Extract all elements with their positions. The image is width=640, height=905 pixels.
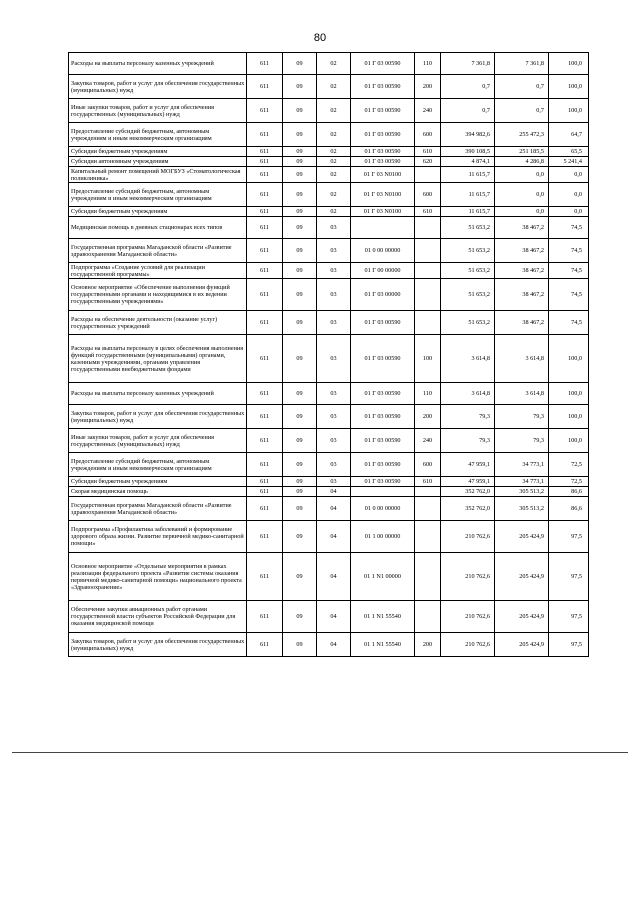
plan-amount-cell: 210 762,6: [441, 601, 495, 633]
section-code-cell: 09: [283, 99, 317, 123]
actual-amount-cell: 205 424,9: [495, 601, 549, 633]
table-row: [69, 453, 589, 477]
percent-cell: 74,5: [549, 263, 589, 279]
target-article-cell: 01 Г 03 00590: [351, 429, 415, 453]
ved-code-cell: 611: [247, 147, 283, 157]
section-code-cell: 09: [283, 147, 317, 157]
actual-amount-cell: 3 614,8: [495, 335, 549, 383]
row-name-cell: Основное мероприятие «Обеспечение выполнения функций государственными органами и находящимися в их ведении государственными учреждениями»: [69, 279, 247, 311]
percent-cell: 74,5: [549, 311, 589, 335]
table-row: [69, 487, 589, 497]
section-code-cell: 09: [283, 263, 317, 279]
plan-amount-cell: 352 762,0: [441, 497, 495, 521]
ved-code-cell: 611: [247, 75, 283, 99]
percent-cell: 64,7: [549, 123, 589, 147]
table-row: [69, 383, 589, 405]
target-article-cell: 01 Г 03 00590: [351, 123, 415, 147]
ved-code-cell: 611: [247, 311, 283, 335]
table-row: [69, 405, 589, 429]
section-code-cell: 09: [283, 123, 317, 147]
footer-rule: [12, 752, 628, 753]
table-row: [69, 521, 589, 553]
actual-amount-cell: 0,7: [495, 75, 549, 99]
expense-type-cell: [415, 487, 441, 497]
subsection-code-cell: 03: [317, 453, 351, 477]
section-code-cell: 09: [283, 429, 317, 453]
expense-type-cell: 610: [415, 147, 441, 157]
target-article-cell: 01 0 00 00000: [351, 239, 415, 263]
ved-code-cell: 611: [247, 633, 283, 657]
target-article-cell: 01 Г 03 00590: [351, 383, 415, 405]
plan-amount-cell: 7 361,8: [441, 53, 495, 75]
expense-type-cell: 200: [415, 405, 441, 429]
percent-cell: 74,5: [549, 279, 589, 311]
actual-amount-cell: 38 467,2: [495, 279, 549, 311]
row-name-cell: Расходы на обеспечение деятельности (оказание услуг) государственных учреждений: [69, 311, 247, 335]
section-code-cell: 09: [283, 75, 317, 99]
actual-amount-cell: 38 467,2: [495, 217, 549, 239]
target-article-cell: [351, 217, 415, 239]
actual-amount-cell: 205 424,9: [495, 553, 549, 601]
percent-cell: 100,0: [549, 383, 589, 405]
percent-cell: 100,0: [549, 429, 589, 453]
ved-code-cell: 611: [247, 601, 283, 633]
expense-type-cell: 240: [415, 429, 441, 453]
plan-amount-cell: 79,3: [441, 405, 495, 429]
ved-code-cell: 611: [247, 405, 283, 429]
actual-amount-cell: 205 424,9: [495, 521, 549, 553]
row-name-cell: Субсидии бюджетным учреждениям: [69, 477, 247, 487]
section-code-cell: 09: [283, 311, 317, 335]
actual-amount-cell: 34 773,1: [495, 477, 549, 487]
plan-amount-cell: 11 615,7: [441, 183, 495, 207]
table-body: [69, 53, 589, 657]
table-row: [69, 477, 589, 487]
row-name-cell: Закупка товаров, работ и услуг для обеспечения государственных (муниципальных) нужд: [69, 405, 247, 429]
table-row: [69, 217, 589, 239]
percent-cell: 5 241,4: [549, 157, 589, 167]
section-code-cell: 09: [283, 207, 317, 217]
percent-cell: 0,0: [549, 207, 589, 217]
section-code-cell: 09: [283, 183, 317, 207]
plan-amount-cell: 47 959,1: [441, 477, 495, 487]
subsection-code-cell: 04: [317, 633, 351, 657]
ved-code-cell: 611: [247, 167, 283, 183]
row-name-cell: Иные закупки товаров, работ и услуг для обеспечения государственных (муниципальных) нужд: [69, 99, 247, 123]
plan-amount-cell: 51 653,2: [441, 263, 495, 279]
row-name-cell: Расходы на выплаты персоналу в целях обеспечения выполнения функций государственными (муниципальными) органами, казенными учреждениями, органами управления государственными внебюджетными фондами: [69, 335, 247, 383]
table-row: [69, 167, 589, 183]
plan-amount-cell: 3 614,8: [441, 335, 495, 383]
expense-type-cell: 240: [415, 99, 441, 123]
plan-amount-cell: 11 615,7: [441, 207, 495, 217]
subsection-code-cell: 03: [317, 477, 351, 487]
expense-type-cell: 110: [415, 53, 441, 75]
expense-type-cell: [415, 279, 441, 311]
table-row: [69, 311, 589, 335]
subsection-code-cell: 03: [317, 217, 351, 239]
expense-type-cell: 610: [415, 207, 441, 217]
section-code-cell: 09: [283, 521, 317, 553]
percent-cell: 74,5: [549, 239, 589, 263]
percent-cell: 72,5: [549, 477, 589, 487]
table-row: [69, 99, 589, 123]
percent-cell: 74,5: [549, 217, 589, 239]
section-code-cell: 09: [283, 383, 317, 405]
ved-code-cell: 611: [247, 207, 283, 217]
plan-amount-cell: 210 762,6: [441, 521, 495, 553]
actual-amount-cell: 0,0: [495, 183, 549, 207]
actual-amount-cell: 4 286,8: [495, 157, 549, 167]
ved-code-cell: 611: [247, 453, 283, 477]
expense-type-cell: 620: [415, 157, 441, 167]
subsection-code-cell: 02: [317, 147, 351, 157]
expense-type-cell: 600: [415, 123, 441, 147]
target-article-cell: 01 Г 03 00590: [351, 99, 415, 123]
expense-type-cell: 200: [415, 633, 441, 657]
actual-amount-cell: 0,0: [495, 207, 549, 217]
table-row: [69, 123, 589, 147]
ved-code-cell: 611: [247, 217, 283, 239]
row-name-cell: Расходы на выплаты персоналу казенных учреждений: [69, 53, 247, 75]
actual-amount-cell: 0,7: [495, 99, 549, 123]
ved-code-cell: 611: [247, 99, 283, 123]
section-code-cell: 09: [283, 633, 317, 657]
expense-type-cell: [415, 167, 441, 183]
percent-cell: 72,5: [549, 453, 589, 477]
section-code-cell: 09: [283, 239, 317, 263]
ved-code-cell: 611: [247, 521, 283, 553]
subsection-code-cell: 04: [317, 487, 351, 497]
row-name-cell: Субсидии автономным учреждениям: [69, 157, 247, 167]
row-name-cell: Закупка товаров, работ и услуг для обеспечения государственных (муниципальных) нужд: [69, 633, 247, 657]
plan-amount-cell: 4 874,1: [441, 157, 495, 167]
table-row: [69, 601, 589, 633]
target-article-cell: 01 Г 03 00590: [351, 453, 415, 477]
target-article-cell: 01 Г 03 00590: [351, 477, 415, 487]
percent-cell: 100,0: [549, 75, 589, 99]
table-row: [69, 147, 589, 157]
actual-amount-cell: 38 467,2: [495, 239, 549, 263]
subsection-code-cell: 04: [317, 601, 351, 633]
row-name-cell: Субсидии бюджетным учреждениям: [69, 207, 247, 217]
ved-code-cell: 611: [247, 383, 283, 405]
target-article-cell: 01 Г 03 00590: [351, 405, 415, 429]
ved-code-cell: 611: [247, 429, 283, 453]
percent-cell: 100,0: [549, 405, 589, 429]
section-code-cell: 09: [283, 553, 317, 601]
target-article-cell: 01 Г 03 N0100: [351, 207, 415, 217]
target-article-cell: 01 Г 03 N0100: [351, 167, 415, 183]
table-row: [69, 263, 589, 279]
expense-type-cell: [415, 521, 441, 553]
target-article-cell: 01 1 N1 00000: [351, 553, 415, 601]
plan-amount-cell: 210 762,6: [441, 553, 495, 601]
target-article-cell: 01 Г 03 00590: [351, 311, 415, 335]
subsection-code-cell: 02: [317, 75, 351, 99]
target-article-cell: 01 Г 00 00000: [351, 263, 415, 279]
subsection-code-cell: 02: [317, 53, 351, 75]
ved-code-cell: 611: [247, 157, 283, 167]
ved-code-cell: 611: [247, 279, 283, 311]
expense-type-cell: 110: [415, 383, 441, 405]
table-row: [69, 633, 589, 657]
plan-amount-cell: 51 653,2: [441, 239, 495, 263]
row-name-cell: Обеспечение закупки авиационных работ органами государственной власти субъектов Российской Федерации для оказания медицинской помощи: [69, 601, 247, 633]
percent-cell: 100,0: [549, 335, 589, 383]
row-name-cell: Государственная программа Магаданской области «Развитие здравоохранения Магаданской области»: [69, 497, 247, 521]
actual-amount-cell: 305 513,2: [495, 497, 549, 521]
row-name-cell: Государственная программа Магаданской области «Развитие здравоохранения Магаданской области»: [69, 239, 247, 263]
target-article-cell: 01 Г 03 00590: [351, 147, 415, 157]
section-code-cell: 09: [283, 53, 317, 75]
ved-code-cell: 611: [247, 53, 283, 75]
subsection-code-cell: 02: [317, 99, 351, 123]
subsection-code-cell: 03: [317, 335, 351, 383]
ved-code-cell: 611: [247, 487, 283, 497]
actual-amount-cell: 3 614,8: [495, 383, 549, 405]
row-name-cell: Предоставление субсидий бюджетным, автономным учреждениям и иным некоммерческим организациям: [69, 453, 247, 477]
percent-cell: 86,6: [549, 487, 589, 497]
row-name-cell: Расходы на выплаты персоналу казенных учреждений: [69, 383, 247, 405]
plan-amount-cell: 51 653,2: [441, 311, 495, 335]
subsection-code-cell: 03: [317, 239, 351, 263]
expense-type-cell: [415, 497, 441, 521]
expense-type-cell: 100: [415, 335, 441, 383]
percent-cell: 86,6: [549, 497, 589, 521]
plan-amount-cell: 79,3: [441, 429, 495, 453]
actual-amount-cell: 205 424,9: [495, 633, 549, 657]
ved-code-cell: 611: [247, 477, 283, 487]
actual-amount-cell: 251 185,5: [495, 147, 549, 157]
target-article-cell: 01 Г 03 N0100: [351, 183, 415, 207]
actual-amount-cell: 0,0: [495, 167, 549, 183]
plan-amount-cell: 51 653,2: [441, 279, 495, 311]
plan-amount-cell: 47 959,1: [441, 453, 495, 477]
subsection-code-cell: 04: [317, 497, 351, 521]
plan-amount-cell: 0,7: [441, 75, 495, 99]
target-article-cell: [351, 487, 415, 497]
target-article-cell: 01 1 00 00000: [351, 521, 415, 553]
table-row: [69, 75, 589, 99]
actual-amount-cell: 79,3: [495, 405, 549, 429]
table-row: [69, 429, 589, 453]
percent-cell: 97,5: [549, 633, 589, 657]
section-code-cell: 09: [283, 405, 317, 429]
section-code-cell: 09: [283, 487, 317, 497]
section-code-cell: 09: [283, 167, 317, 183]
table-row: [69, 53, 589, 75]
row-name-cell: Подпрограмма «Создание условий для реализации государственной программы»: [69, 263, 247, 279]
percent-cell: 0,0: [549, 183, 589, 207]
table-row: [69, 279, 589, 311]
expense-type-cell: 200: [415, 75, 441, 99]
target-article-cell: 01 Г 03 00590: [351, 53, 415, 75]
percent-cell: 65,5: [549, 147, 589, 157]
actual-amount-cell: 255 472,3: [495, 123, 549, 147]
plan-amount-cell: 3 614,8: [441, 383, 495, 405]
section-code-cell: 09: [283, 601, 317, 633]
target-article-cell: 01 Г 03 00590: [351, 75, 415, 99]
table-row: [69, 157, 589, 167]
subsection-code-cell: 03: [317, 279, 351, 311]
percent-cell: 100,0: [549, 53, 589, 75]
row-name-cell: Иные закупки товаров, работ и услуг для обеспечения государственных (муниципальных) нужд: [69, 429, 247, 453]
ved-code-cell: 611: [247, 497, 283, 521]
section-code-cell: 09: [283, 497, 317, 521]
plan-amount-cell: 0,7: [441, 99, 495, 123]
section-code-cell: 09: [283, 453, 317, 477]
plan-amount-cell: 390 108,5: [441, 147, 495, 157]
plan-amount-cell: 394 982,6: [441, 123, 495, 147]
row-name-cell: Основное мероприятие «Отдельные мероприятия в рамках реализации федерального проекта «Развитие системы оказания первичной медико-санитарной помощи» национального проекта «Здравоохранение»: [69, 553, 247, 601]
ved-code-cell: 611: [247, 123, 283, 147]
table-row: [69, 497, 589, 521]
actual-amount-cell: 38 467,2: [495, 311, 549, 335]
actual-amount-cell: 79,3: [495, 429, 549, 453]
table-row: [69, 207, 589, 217]
section-code-cell: 09: [283, 335, 317, 383]
subsection-code-cell: 03: [317, 429, 351, 453]
plan-amount-cell: 352 762,0: [441, 487, 495, 497]
expense-type-cell: [415, 239, 441, 263]
percent-cell: 97,5: [549, 601, 589, 633]
table-row: [69, 335, 589, 383]
page-number: 80: [313, 32, 327, 44]
expense-type-cell: [415, 217, 441, 239]
row-name-cell: Закупка товаров, работ и услуг для обеспечения государственных (муниципальных) нужд: [69, 75, 247, 99]
section-code-cell: 09: [283, 157, 317, 167]
subsection-code-cell: 02: [317, 157, 351, 167]
subsection-code-cell: 04: [317, 553, 351, 601]
expense-type-cell: 610: [415, 477, 441, 487]
plan-amount-cell: 11 615,7: [441, 167, 495, 183]
section-code-cell: 09: [283, 217, 317, 239]
ved-code-cell: 611: [247, 263, 283, 279]
target-article-cell: 01 Г 03 00000: [351, 279, 415, 311]
actual-amount-cell: 7 361,8: [495, 53, 549, 75]
expense-type-cell: 600: [415, 183, 441, 207]
subsection-code-cell: 03: [317, 311, 351, 335]
row-name-cell: Капитальный ремонт помещений МОГБУЗ «Стоматологическая поликлиника»: [69, 167, 247, 183]
plan-amount-cell: 210 762,6: [441, 633, 495, 657]
expense-type-cell: [415, 553, 441, 601]
plan-amount-cell: 51 653,2: [441, 217, 495, 239]
subsection-code-cell: 03: [317, 405, 351, 429]
section-code-cell: 09: [283, 477, 317, 487]
percent-cell: 97,5: [549, 521, 589, 553]
row-name-cell: Субсидии бюджетным учреждениям: [69, 147, 247, 157]
subsection-code-cell: 02: [317, 167, 351, 183]
subsection-code-cell: 02: [317, 183, 351, 207]
subsection-code-cell: 03: [317, 383, 351, 405]
ved-code-cell: 611: [247, 553, 283, 601]
row-name-cell: Подпрограмма «Профилактика заболеваний и формирование здорового образа жизни. Развитие первичной медико-санитарной помощи»: [69, 521, 247, 553]
target-article-cell: 01 1 N1 55540: [351, 601, 415, 633]
table-row: [69, 553, 589, 601]
table-row: [69, 239, 589, 263]
subsection-code-cell: 04: [317, 521, 351, 553]
target-article-cell: 01 1 N1 55540: [351, 633, 415, 657]
row-name-cell: Скорая медицинская помощь: [69, 487, 247, 497]
expense-type-cell: [415, 263, 441, 279]
percent-cell: 100,0: [549, 99, 589, 123]
budget-table: [68, 52, 589, 657]
target-article-cell: 01 Г 03 00590: [351, 335, 415, 383]
percent-cell: 97,5: [549, 553, 589, 601]
actual-amount-cell: 38 467,2: [495, 263, 549, 279]
section-code-cell: 09: [283, 279, 317, 311]
row-name-cell: Предоставление субсидий бюджетным, автономным учреждениям и иным некоммерческим организациям: [69, 123, 247, 147]
target-article-cell: 01 0 00 00000: [351, 497, 415, 521]
row-name-cell: Медицинская помощь в дневных стационарах всех типов: [69, 217, 247, 239]
ved-code-cell: 611: [247, 239, 283, 263]
expense-type-cell: 600: [415, 453, 441, 477]
ved-code-cell: 611: [247, 335, 283, 383]
subsection-code-cell: 02: [317, 123, 351, 147]
ved-code-cell: 611: [247, 183, 283, 207]
table-row: [69, 183, 589, 207]
subsection-code-cell: 02: [317, 207, 351, 217]
expense-type-cell: [415, 601, 441, 633]
actual-amount-cell: 34 773,1: [495, 453, 549, 477]
actual-amount-cell: 305 513,2: [495, 487, 549, 497]
subsection-code-cell: 03: [317, 263, 351, 279]
expense-type-cell: [415, 311, 441, 335]
percent-cell: 0,0: [549, 167, 589, 183]
target-article-cell: 01 Г 03 00590: [351, 157, 415, 167]
row-name-cell: Предоставление субсидий бюджетным, автономным учреждениям и иным некоммерческим организациям: [69, 183, 247, 207]
